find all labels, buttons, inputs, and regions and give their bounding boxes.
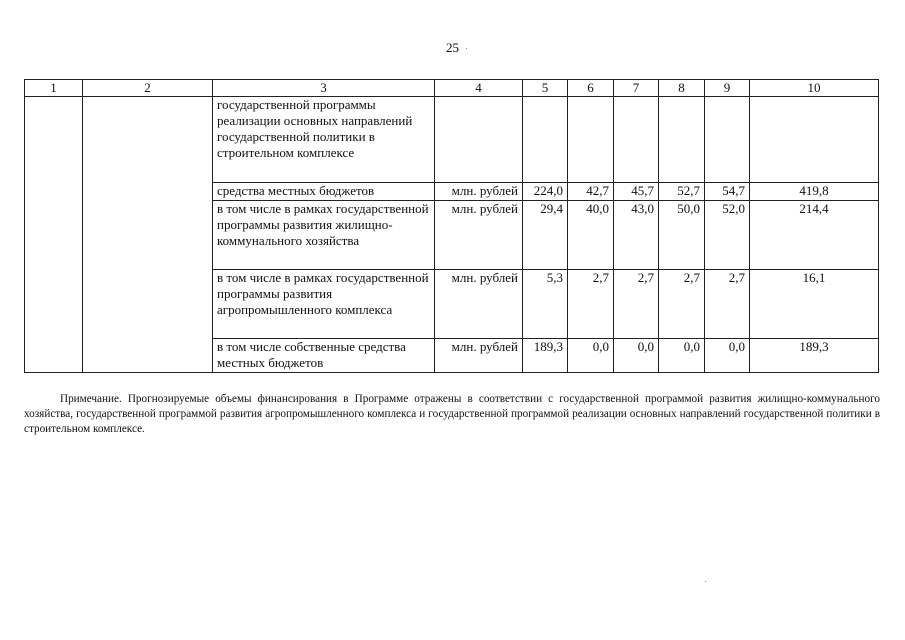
row-value-5: 189,3	[523, 339, 568, 373]
row-value-8: 0,0	[659, 339, 705, 373]
row-value-6	[568, 97, 614, 183]
row-unit: млн. рублей	[435, 183, 523, 201]
row-total: 214,4	[750, 201, 879, 270]
row-unit	[435, 97, 523, 183]
table-body	[25, 97, 879, 373]
row-value-5: 29,4	[523, 201, 568, 270]
row-value-7	[614, 97, 659, 183]
header-col-3: 3	[213, 80, 435, 97]
row-value-9: 2,7	[705, 270, 750, 339]
row-name: в том числе в рамках государственной программы развития агропромышленного комплекса	[213, 270, 435, 339]
header-col-9: 9	[705, 80, 750, 97]
header-row	[25, 80, 879, 97]
header-col-5: 5	[523, 80, 568, 97]
row-value-7: 45,7	[614, 183, 659, 201]
row-value-8: 52,7	[659, 183, 705, 201]
header-col-10: 10	[750, 80, 879, 97]
row-name: государственной программы реализации основных направлений государственной политики в строительном комплексе	[213, 97, 435, 183]
header-col-1: 1	[25, 80, 83, 97]
scan-speck	[705, 581, 706, 582]
footnote: Примечание. Прогнозируемые объемы финансирования в Программе отражены в соответствии с государственной программой развития жилищно-коммунального хозяйства, государственной программой развития агропромышленного комплекса и государственной программой реализации основных направлений государственной политики в строительном комплексе.	[24, 393, 880, 435]
row-name: в том числе собственные средства местных бюджетов	[213, 339, 435, 373]
header-col-4: 4	[435, 80, 523, 97]
table-row	[25, 97, 879, 183]
row-name: в том числе в рамках государственной программы развития жилищно-коммунального хозяйства	[213, 201, 435, 270]
page-number: 25	[446, 40, 459, 55]
row-unit: млн. рублей	[435, 201, 523, 270]
cell-col-1-empty	[25, 97, 83, 373]
row-value-6: 2,7	[568, 270, 614, 339]
header-col-8: 8	[659, 80, 705, 97]
scan-speck	[466, 48, 467, 49]
row-value-9: 0,0	[705, 339, 750, 373]
header-col-2: 2	[83, 80, 213, 97]
row-unit: млн. рублей	[435, 339, 523, 373]
row-total	[750, 97, 879, 183]
row-total: 419,8	[750, 183, 879, 201]
cell-col-2-empty	[83, 97, 213, 373]
row-value-9	[705, 97, 750, 183]
row-total: 16,1	[750, 270, 879, 339]
row-value-9: 54,7	[705, 183, 750, 201]
row-value-5	[523, 97, 568, 183]
row-unit: млн. рублей	[435, 270, 523, 339]
row-value-5: 224,0	[523, 183, 568, 201]
financing-table	[24, 79, 879, 373]
header-col-7: 7	[614, 80, 659, 97]
row-value-6: 42,7	[568, 183, 614, 201]
row-value-9: 52,0	[705, 201, 750, 270]
row-value-8: 50,0	[659, 201, 705, 270]
row-name: средства местных бюджетов	[213, 183, 435, 201]
header-col-6: 6	[568, 80, 614, 97]
row-value-7: 0,0	[614, 339, 659, 373]
row-value-8: 2,7	[659, 270, 705, 339]
row-value-7: 2,7	[614, 270, 659, 339]
row-value-8	[659, 97, 705, 183]
row-total: 189,3	[750, 339, 879, 373]
row-value-6: 0,0	[568, 339, 614, 373]
row-value-6: 40,0	[568, 201, 614, 270]
table-header	[25, 80, 879, 97]
row-value-5: 5,3	[523, 270, 568, 339]
row-value-7: 43,0	[614, 201, 659, 270]
